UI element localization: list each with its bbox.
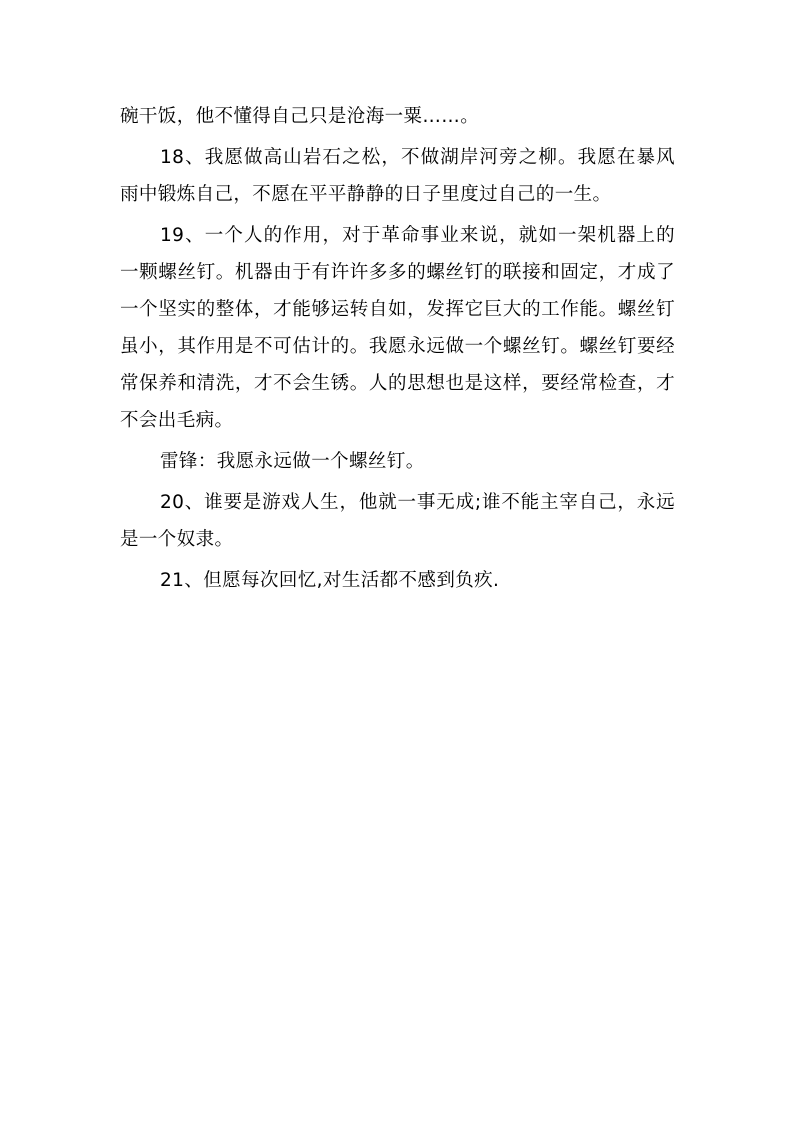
paragraph-21: 21、但愿每次回忆,对生活都不感到负疚. <box>160 570 500 591</box>
document-page <box>120 98 675 603</box>
paragraph-18: 18、我愿做高山岩石之松，不做湖岸河旁之柳。我愿在暴风雨中锻炼自己，不愿在平平静静的日子里度过自己的一生。 <box>120 147 675 205</box>
paragraph-continuation: 碗干饭，他不懂得自己只是沧海一粟……。 <box>120 106 480 127</box>
paragraph-19: 19、一个人的作用，对于革命事业来说，就如一架机器上的一颗螺丝钉。机器由于有许许多多的螺丝钉的联接和固定，才成了一个坚实的整体，才能够运转自如，发挥它巨大的工作能。螺丝钉虽小，其作用是不可估计的。我愿永远做一个螺丝钉。螺丝钉要经常保养和清洗，才不会生锈。人的思想也是这样，要经常检查，才不会出毛病。 <box>120 225 675 431</box>
paragraph-20: 20、谁要是游戏人生，他就一事无成;谁不能主宰自己，永远是一个奴隶。 <box>120 492 675 550</box>
paragraph-lei-feng: 雷锋：我愿永远做一个螺丝钉。 <box>160 451 425 472</box>
